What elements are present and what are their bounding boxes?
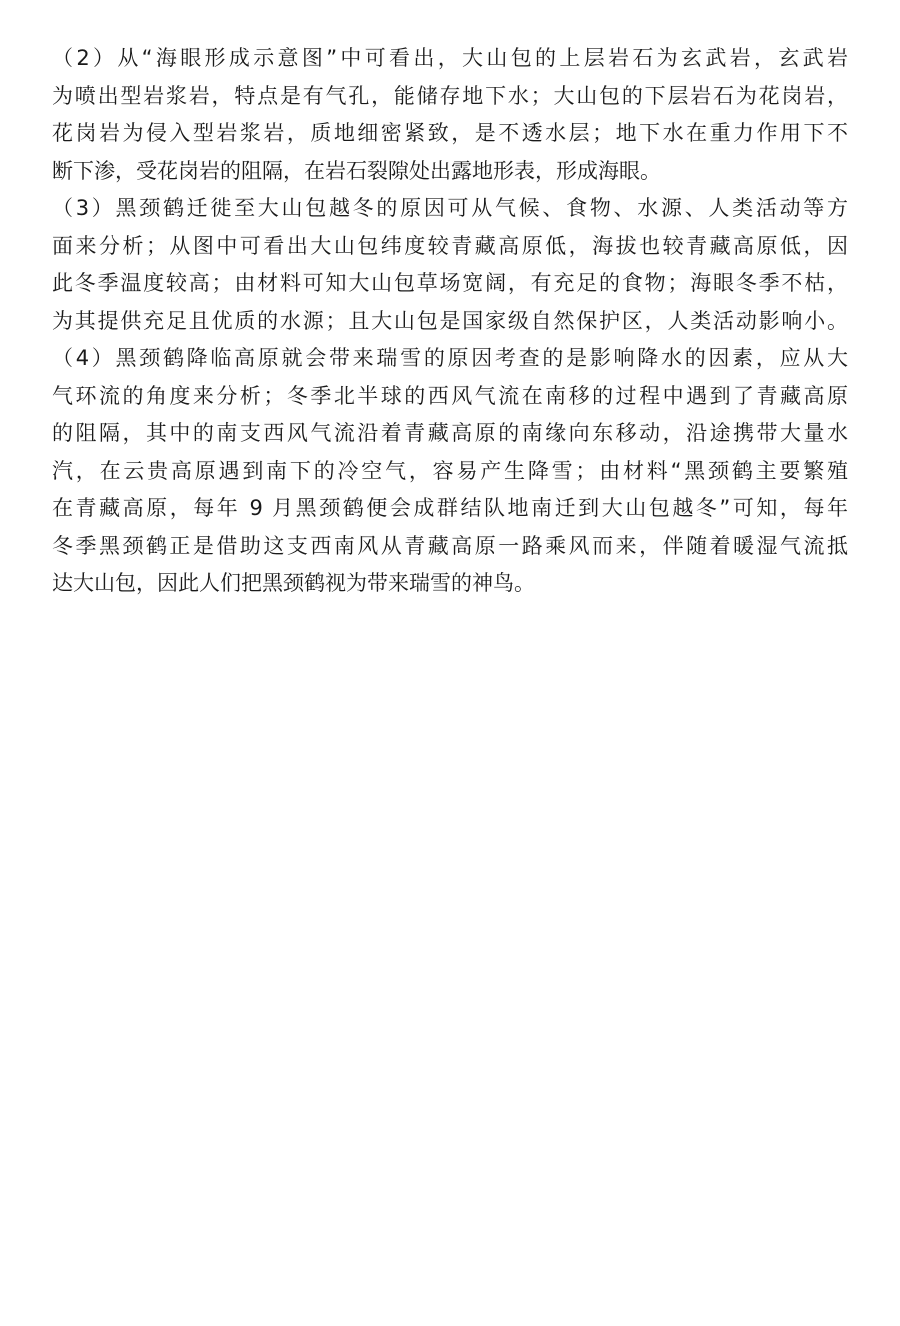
text-line: （2）从“海眼形成示意图”中可看出，大山包的上层岩石为玄武岩，玄武岩 (52, 46, 848, 70)
text-line: 在青藏高原，每年 9 月黑颈鹤便会成群结队地南迁到大山包越冬”可知，每年 (52, 496, 848, 520)
answer-paragraph-3 (52, 190, 848, 340)
text-line: 达大山包，因此人们把黑颈鹤视为带来瑞雪的神鸟。 (52, 571, 535, 595)
text-line: 断下渗，受花岗岩的阻隔，在岩石裂隙处出露地形表，形成海眼。 (52, 158, 661, 183)
text-line: 冬季黑颈鹤正是借助这支西南风从青藏高原一路乘风而来，伴随着暖湿气流抵 (52, 533, 848, 558)
text-line: 为其提供充足且优质的水源；且大山包是国家级自然保护区，人类活动影响小。 (52, 308, 848, 333)
text-line: 面来分析；从图中可看出大山包纬度较青藏高原低，海拔也较青藏高原低，因 (52, 233, 848, 258)
text-line: 为喷出型岩浆岩，特点是有气孔，能储存地下水；大山包的下层岩石为花岗岩， (52, 83, 848, 108)
text-line: 此冬季温度较高；由材料可知大山包草场宽阔，有充足的食物；海眼冬季不枯， (52, 271, 848, 295)
text-line: 汽，在云贵高原遇到南下的冷空气，容易产生降雪；由材料“黑颈鹤主要繁殖 (52, 458, 848, 483)
text-line: （4）黑颈鹤降临高原就会带来瑞雪的原因考查的是影响降水的因素，应从大 (52, 346, 848, 370)
text-line: （3）黑颈鹤迁徙至大山包越冬的原因可从气候、食物、水源、人类活动等方 (52, 196, 848, 220)
document-body (52, 40, 848, 603)
text-line: 气环流的角度来分析；冬季北半球的西风气流在南移的过程中遇到了青藏高原 (52, 383, 848, 408)
text-line: 的阻隔，其中的南支西风气流沿着青藏高原的南缘向东移动，沿途携带大量水 (52, 421, 848, 445)
answer-paragraph-2 (52, 40, 848, 190)
text-line: 花岗岩为侵入型岩浆岩，质地细密紧致，是不透水层；地下水在重力作用下不 (52, 121, 848, 145)
answer-paragraph-4 (52, 340, 848, 603)
